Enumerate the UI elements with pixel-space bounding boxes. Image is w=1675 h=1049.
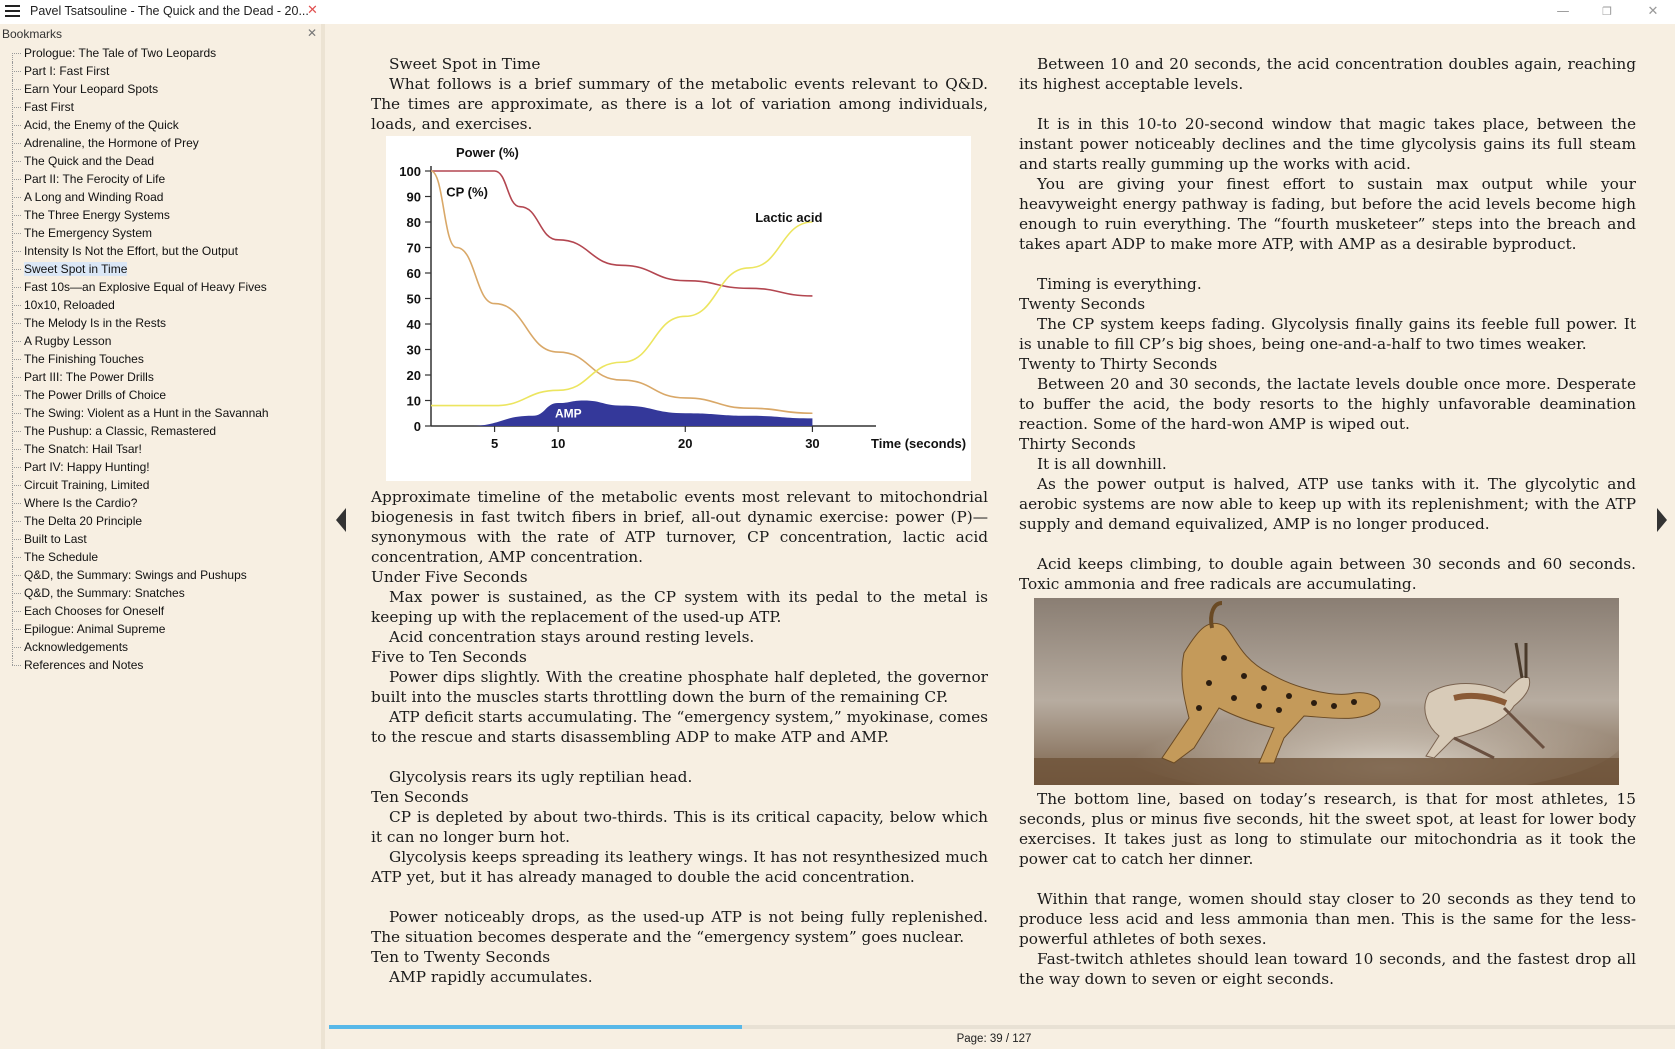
bookmark-label: Sweet Spot in Time xyxy=(24,262,128,276)
left-page xyxy=(371,54,988,987)
bookmark-item[interactable] xyxy=(0,530,320,548)
paragraph: Max power is sustained, as the CP system with its pedal to the metal is keeping up with the replacement of the used-up ATP. xyxy=(371,588,988,626)
bookmark-label: The Emergency System xyxy=(24,226,153,240)
bookmark-item[interactable] xyxy=(0,566,320,584)
subheading: Under Five Seconds xyxy=(371,568,528,586)
bookmark-label: Acid, the Enemy of the Quick xyxy=(24,118,179,132)
paragraph: Between 10 and 20 seconds, the acid concentration doubles again, reaching its highest acceptable levels. xyxy=(1019,55,1636,93)
bookmark-tree xyxy=(0,44,320,674)
previous-page-arrow-icon[interactable] xyxy=(336,508,346,532)
bookmark-label: Adrenaline, the Hormone of Prey xyxy=(24,136,199,150)
bookmark-label: A Rugby Lesson xyxy=(24,334,112,348)
x-tick-label: 30 xyxy=(805,436,820,451)
bookmark-label: The Pushup: a Classic, Remastered xyxy=(24,424,217,438)
bookmark-label: Epilogue: Animal Supreme xyxy=(24,622,166,636)
y-tick-label: 100 xyxy=(399,164,421,179)
bookmark-label: Fast First xyxy=(24,100,74,114)
minimize-button[interactable]: — xyxy=(1556,4,1570,19)
paragraph: Glycolysis rears its ugly reptilian head. xyxy=(389,768,693,786)
bookmark-item[interactable] xyxy=(0,476,320,494)
bookmark-item[interactable] xyxy=(0,350,320,368)
reading-progress-fill xyxy=(329,1025,742,1029)
paragraph: You are giving your finest effort to sustain max output while your heavyweight energy pathway is fading, but before the acid levels become high enough to ruin everything. The “fourth musketeer” steps into the breach and takes apart ADP to make more ATP, with AMP as a desirable byproduct. xyxy=(1019,175,1636,253)
bookmark-item[interactable] xyxy=(0,548,320,566)
subheading: Ten to Twenty Seconds xyxy=(371,948,551,966)
bookmark-item[interactable] xyxy=(0,314,320,332)
bookmark-item[interactable] xyxy=(0,44,320,62)
x-tick-label: 10 xyxy=(550,436,566,451)
y-tick-label: 40 xyxy=(406,317,421,332)
bookmark-label: The Three Energy Systems xyxy=(24,208,170,222)
subheading: Twenty to Thirty Seconds xyxy=(1019,355,1218,373)
bookmark-item[interactable] xyxy=(0,422,320,440)
series-label-cp: CP (%) xyxy=(446,184,488,200)
bookmark-item[interactable] xyxy=(0,206,320,224)
chart-svg xyxy=(386,136,971,481)
reader-view[interactable] xyxy=(329,24,1675,1049)
y-tick-label: 10 xyxy=(406,393,421,409)
series-cp-line xyxy=(431,171,812,413)
bookmark-label: A Long and Winding Road xyxy=(24,190,164,204)
bookmark-label: Built to Last xyxy=(24,532,87,546)
paragraph: AMP rapidly accumulates. xyxy=(389,968,593,986)
y-tick-label: 60 xyxy=(406,266,421,281)
paragraph: Acid concentration stays around resting levels. xyxy=(389,628,755,646)
bookmark-item[interactable] xyxy=(0,332,320,350)
bookmark-item[interactable] xyxy=(0,80,320,98)
bookmark-label: Part III: The Power Drills xyxy=(24,370,154,384)
bookmark-item[interactable] xyxy=(0,368,320,386)
paragraph: Glycolysis keeps spreading its leathery wings. It has not resynthesized much ATP yet, but it has already managed to double the acid concentration. xyxy=(371,848,988,886)
bookmark-label: The Power Drills of Choice xyxy=(24,388,167,402)
paragraph: Power dips slightly. With the creatine phosphate half depleted, the governor built into the muscles starts throttling down the burn of the remaining CP. xyxy=(371,668,988,706)
y-tick-label: 50 xyxy=(406,291,421,307)
bookmark-label: Intensity Is Not the Effort, but the Output xyxy=(24,244,238,258)
bookmark-label: 10x10, Reloaded xyxy=(24,298,115,312)
y-tick-label: 90 xyxy=(406,189,421,205)
bookmarks-header: Bookmarks xyxy=(2,27,63,41)
paragraph: Power noticeably drops, as the used-up ATP is not being fully replenished. The situation becomes desperate and the “emergency system” goes nuclear. xyxy=(371,908,988,946)
subheading: Thirty Seconds xyxy=(1019,435,1136,453)
bookmark-label: References and Notes xyxy=(24,658,144,672)
bookmark-label: The Delta 20 Principle xyxy=(24,514,143,528)
bookmark-label: Where Is the Cardio? xyxy=(24,496,138,510)
y-tick-label: 20 xyxy=(406,368,421,383)
bookmark-label: Acknowledgements xyxy=(24,640,129,654)
paragraph: As the power output is halved, ATP use tanks with it. The glycolytic and aerobic systems are now able to keep up with its replenishment; with the ATP supply and demand equivalized, AMP is no longer produced. xyxy=(1019,475,1636,533)
right-page xyxy=(1019,54,1636,989)
bookmark-item[interactable] xyxy=(0,188,320,206)
paragraph: The bottom line, based on today’s research, is that for most athletes, 15 seconds, plus or minus five seconds, hit the sweet spot, at least for lower body exercises. It takes just as long to stimulate our mitochondria as it took the power cat to catch her dinner. xyxy=(1019,790,1636,868)
bookmark-item[interactable] xyxy=(0,440,320,458)
bookmark-item[interactable] xyxy=(0,62,320,80)
bookmark-label: Q&D, the Summary: Snatches xyxy=(24,586,185,600)
y-tick-label: 30 xyxy=(406,342,421,358)
paragraph: It is all downhill. xyxy=(1037,455,1167,473)
subheading: Five to Ten Seconds xyxy=(371,648,527,666)
bookmark-item[interactable] xyxy=(0,152,320,170)
paragraph: It is in this 10-to 20-second window that magic takes place, between the instant power noticeably declines and the time glycolysis gains its full steam and starts really gumming up the works with acid. xyxy=(1019,115,1636,173)
bookmark-item[interactable] xyxy=(0,458,320,476)
x-tick-label: 5 xyxy=(490,436,499,451)
bookmark-label: The Swing: Violent as a Hunt in the Savannah xyxy=(24,406,269,420)
bookmark-item[interactable] xyxy=(0,242,320,260)
window-close-button[interactable]: ✕ xyxy=(1647,4,1659,19)
bookmark-item[interactable] xyxy=(0,512,320,530)
bookmark-item[interactable] xyxy=(0,224,320,242)
bookmark-label: Each Chooses for Oneself xyxy=(24,604,165,618)
cheetah-hunting-gazelle-photo xyxy=(1034,598,1619,785)
bookmarks-panel xyxy=(0,24,325,1049)
bookmark-item[interactable] xyxy=(0,260,320,278)
bookmarks-close-icon[interactable]: ✕ xyxy=(307,26,318,40)
bookmark-label: Part II: The Ferocity of Life xyxy=(24,172,166,186)
bookmark-item[interactable] xyxy=(0,170,320,188)
reading-progress-bar[interactable] xyxy=(329,1025,1675,1029)
title-bar xyxy=(0,0,1675,24)
series-label-lactic: Lactic acid xyxy=(755,210,823,225)
bookmark-item[interactable] xyxy=(0,620,320,638)
paragraph: ATP deficit starts accumulating. The “emergency system,” myokinase, comes to the rescue and starts disassembling ADP to make ATP and AMP. xyxy=(371,708,988,746)
y-tick-label: 70 xyxy=(406,240,421,256)
y-tick-label: 80 xyxy=(406,215,421,230)
bookmark-label: Part IV: Happy Hunting! xyxy=(24,460,150,474)
series-amp-area xyxy=(469,401,812,427)
bookmark-label: Fast 10s—an Explosive Equal of Heavy Fives xyxy=(24,280,267,294)
section-heading: Sweet Spot in Time xyxy=(389,55,541,73)
document-tab-title[interactable]: Pavel Tsatsouline - The Quick and the Dead - 20... xyxy=(30,4,309,18)
bookmark-item[interactable] xyxy=(0,494,320,512)
bookmark-item[interactable] xyxy=(0,638,320,656)
bookmark-label: Circuit Training, Limited xyxy=(24,478,150,492)
bookmark-item[interactable] xyxy=(0,386,320,404)
x-axis-label: Time (seconds) xyxy=(871,436,967,451)
bookmark-label: Q&D, the Summary: Swings and Pushups xyxy=(24,568,247,582)
subheading: Twenty Seconds xyxy=(1019,295,1146,313)
subheading: Ten Seconds xyxy=(371,788,469,806)
bookmark-item[interactable] xyxy=(0,278,320,296)
bookmark-item[interactable] xyxy=(0,602,320,620)
metabolic-timeline-chart xyxy=(386,136,971,481)
figure-caption: Approximate timeline of the metabolic events most relevant to mitochondrial biogenesis in fast twitch fibers in brief, all-out dynamic exercise: power (P)—synonymous with the rate of ATP turnover, CP concentration, lactic acid concentration, AMP concentration. xyxy=(371,488,988,566)
paragraph: The CP system keeps fading. Glycolysis finally gains its feeble full power. It is unable to fill CP’s big shoes, being one-and-a-half to two times weaker. xyxy=(1019,315,1636,353)
paragraph: What follows is a brief summary of the metabolic events relevant to Q&D. The times are approximate, as there is a lot of variation among individuals, loads, and exercises. xyxy=(371,75,988,133)
bookmark-label: The Finishing Touches xyxy=(24,352,144,366)
photo-illustration xyxy=(1034,598,1619,785)
bookmark-item[interactable] xyxy=(0,656,320,674)
chart-title: Power (%) xyxy=(456,145,519,160)
paragraph: Acid keeps climbing, to double again between 30 seconds and 60 seconds. Toxic ammonia and free radicals are accumulating. xyxy=(1019,555,1636,593)
paragraph: CP is depleted by about two-thirds. This is its critical capacity, below which it can no longer burn hot. xyxy=(371,808,988,846)
series-lactic-line xyxy=(431,222,812,406)
bookmark-item[interactable] xyxy=(0,584,320,602)
page-indicator: Page: 39 / 127 xyxy=(956,1033,1032,1045)
bookmark-label: The Schedule xyxy=(24,550,99,564)
paragraph: Within that range, women should stay closer to 20 seconds as they tend to produce less acid and less ammonia than men. This is the same for the less-powerful athletes of both sexes. xyxy=(1019,890,1636,948)
paragraph: Fast-twitch athletes should lean toward 10 seconds, and the fastest drop all the way down to seven or eight seconds. xyxy=(1019,950,1636,988)
bookmark-label: Part I: Fast First xyxy=(24,64,110,78)
paragraph: Timing is everything. xyxy=(1037,275,1202,293)
bookmark-label: The Melody Is in the Rests xyxy=(24,316,167,330)
bookmark-item[interactable] xyxy=(0,404,320,422)
bookmark-label: The Quick and the Dead xyxy=(24,154,155,168)
bookmark-item[interactable] xyxy=(0,98,320,116)
bookmark-label: The Snatch: Hail Tsar! xyxy=(24,442,142,456)
bookmark-item[interactable] xyxy=(0,296,320,314)
tab-close-icon[interactable]: ✕ xyxy=(307,3,318,18)
series-label-amp: AMP xyxy=(554,406,582,421)
next-page-arrow-icon[interactable] xyxy=(1657,508,1667,532)
bookmark-item[interactable] xyxy=(0,134,320,152)
paragraph: Between 20 and 30 seconds, the lactate levels double once more. Desperate to buffer the acid, the body resorts to the highly unfavorable deamination reaction. Some of the hard-won AMP is wiped out. xyxy=(1019,375,1636,433)
bookmark-label: Earn Your Leopard Spots xyxy=(24,82,159,96)
x-tick-label: 20 xyxy=(678,436,693,451)
bookmark-label: Prologue: The Tale of Two Leopards xyxy=(24,46,217,60)
y-tick-label: 0 xyxy=(413,419,421,434)
bookmark-item[interactable] xyxy=(0,116,320,134)
series-power-line xyxy=(431,171,812,296)
hamburger-menu-icon[interactable] xyxy=(5,5,20,18)
restore-button[interactable]: ❐ xyxy=(1602,5,1612,18)
